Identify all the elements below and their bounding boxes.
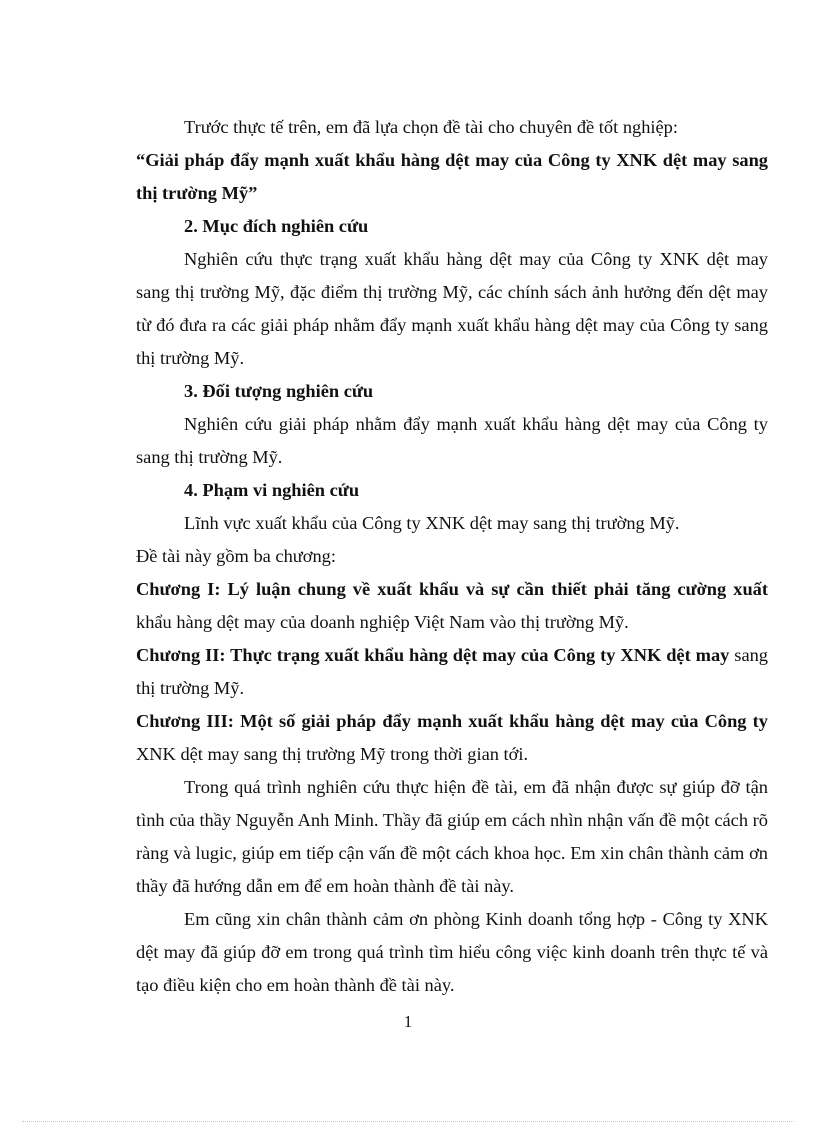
chapter-3 — [136, 705, 768, 771]
acknowledgement-paragraph: Trong quá trình nghiên cứu thực hiện đề tài, em đã nhận được sự giúp đỡ tận tình của thầy Nguyễn Anh Minh. Thầy đã giúp em cách nhìn nhận vấn đề một cách rõ ràng và lugic, giúp em tiếp cận vấn đề một cách khoa học. Em xin chân thành cảm ơn thầy đã hướng dẫn em để em hoàn thành đề tài này. — [136, 777, 768, 896]
page-body — [136, 111, 768, 1002]
chapter-2 — [136, 639, 768, 705]
chapter-3-title: Chương III: Một số giải pháp đẩy mạnh xuất khẩu hàng dệt may của Công ty — [136, 711, 768, 731]
page-number: 1 — [403, 1012, 413, 1031]
chapter-1 — [136, 573, 768, 639]
topic-title: “Giải pháp đẩy mạnh xuất khẩu hàng dệt may của Công ty XNK dệt may sang thị trường Mỹ” — [136, 150, 768, 203]
section-2-heading: 2. Mục đích nghiên cứu — [184, 216, 369, 236]
section-4-heading: 4. Phạm vi nghiên cứu — [184, 480, 360, 500]
chapter-1-title: Chương I: Lý luận chung về xuất khẩu và sự cần thiết phải tăng cường xuất — [136, 579, 768, 599]
chapter-list-intro: Đề tài này gồm ba chương: — [136, 546, 336, 566]
section-3-heading: 3. Đối tượng nghiên cứu — [184, 381, 374, 401]
section-2-body: Nghiên cứu thực trạng xuất khẩu hàng dệt may của Công ty XNK dệt may sang thị trường Mỹ, đặc điểm thị trường Mỹ, các chính sách ảnh hưởng đến dệt may từ đó đưa ra các giải pháp nhằm đẩy mạnh xuất khẩu hàng dệt may của Công ty sang thị trường Mỹ. — [136, 249, 768, 368]
section-4-body: Lĩnh vực xuất khẩu của Công ty XNK dệt may sang thị trường Mỹ. — [184, 513, 680, 533]
intro-lead: Trước thực tế trên, em đã lựa chọn đề tài cho chuyên đề tốt nghiệp: — [184, 117, 678, 137]
chapter-3-rest: XNK dệt may sang thị trường Mỹ trong thời gian tới. — [136, 744, 529, 764]
chapter-2-rest: sang thị trường Mỹ. — [136, 645, 768, 698]
chapter-1-rest: khẩu hàng dệt may của doanh nghiệp Việt Nam vào thị trường Mỹ. — [136, 612, 629, 632]
acknowledgement-paragraph: Em cũng xin chân thành cảm ơn phòng Kinh doanh tổng hợp - Công ty XNK dệt may đã giúp đỡ em trong quá trình tìm hiểu công việc kinh doanh trên thực tế và tạo điều kiện cho em hoàn thành đề tài này. — [136, 909, 768, 995]
chapter-2-title: Chương II: Thực trạng xuất khẩu hàng dệt may của Công ty XNK dệt may — [136, 645, 730, 665]
page-bottom-divider — [22, 1121, 794, 1122]
section-3-body: Nghiên cứu giải pháp nhằm đẩy mạnh xuất khẩu hàng dệt may của Công ty sang thị trường Mỹ. — [136, 414, 768, 467]
